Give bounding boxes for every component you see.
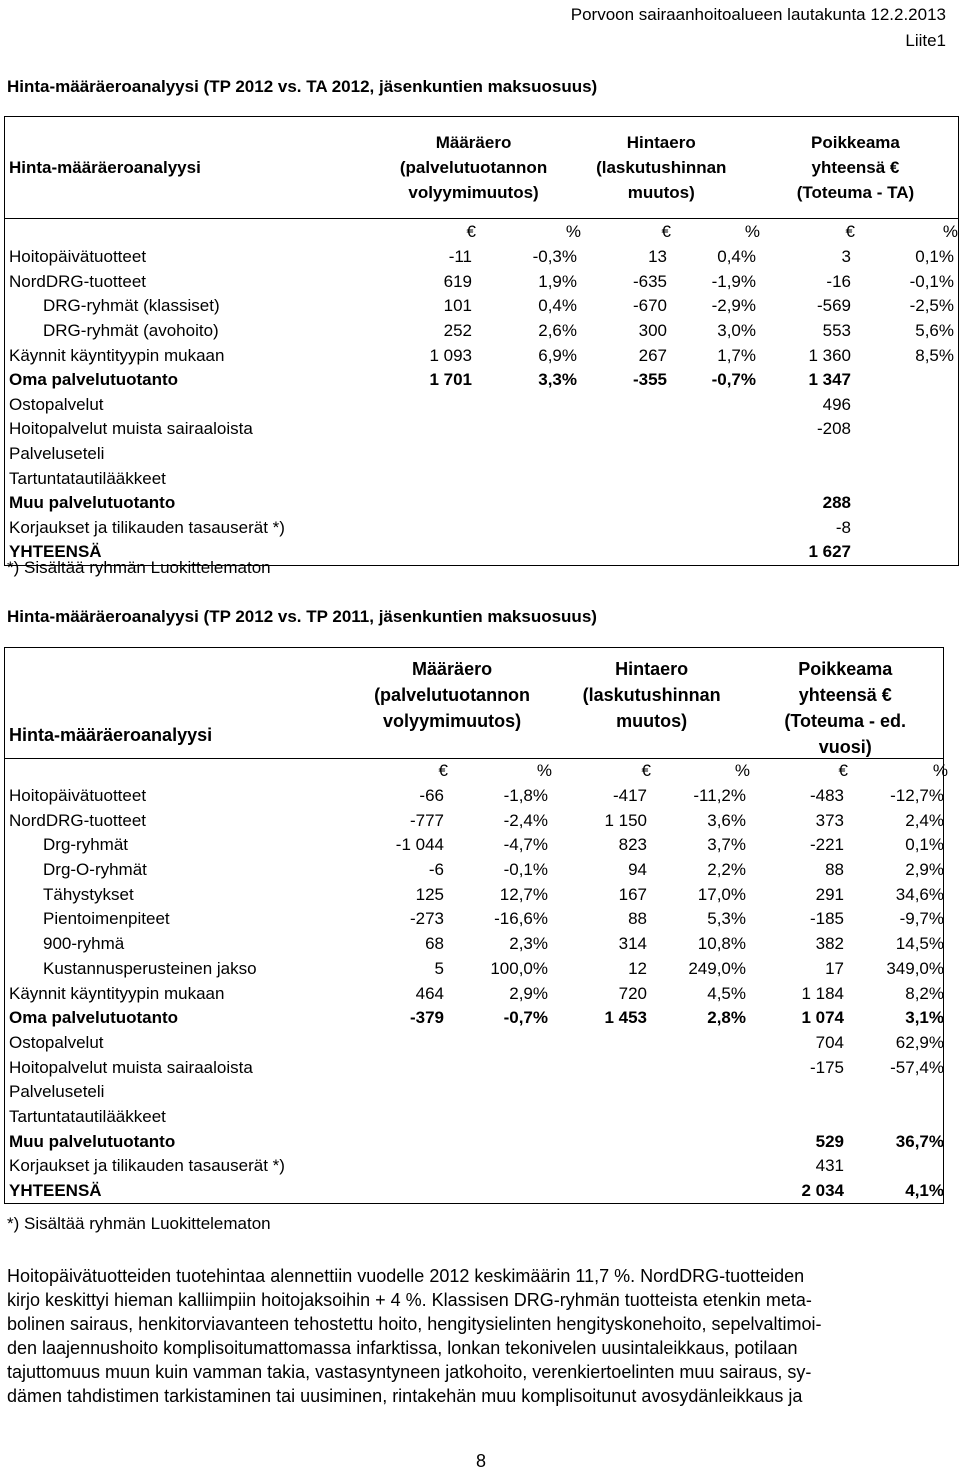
header-committee: Porvoon sairaanhoitoalueen lautakunta 12.2.2013	[570, 5, 946, 24]
table2-header-volume	[348, 648, 556, 758]
row-value: -9,7%	[899, 909, 944, 929]
row-label: Korjaukset ja tilikauden tasauserät *)	[9, 1156, 285, 1176]
row-value: 8,5%	[915, 345, 954, 365]
row-value: -2,4%	[503, 810, 548, 830]
table-row	[5, 245, 958, 270]
table-row	[5, 932, 943, 957]
table-row	[5, 516, 958, 541]
row-value: 5,3%	[707, 909, 746, 929]
paragraph-line: den laajennushoito komplisoitumattomassa infarktissa, lonkan tekonivelen uusintaleikkaus, potilaan	[7, 1338, 798, 1358]
unit-label: %	[932, 761, 948, 781]
row-value: 88	[825, 860, 844, 880]
row-value: 349,0%	[886, 958, 944, 978]
table2-header-total-l4: vuosi)	[818, 737, 872, 757]
row-value: 0,1%	[915, 247, 954, 267]
table-row	[5, 1080, 943, 1105]
table-row	[5, 1129, 943, 1154]
table2	[4, 647, 948, 1204]
unit-label: €	[641, 761, 651, 781]
row-value: 3,3%	[538, 370, 577, 390]
row-label: NordDRG-tuotteet	[9, 271, 146, 291]
table2-header-volume-l3: volyymimuutos)	[383, 711, 522, 731]
row-label: Palveluseteli	[9, 1082, 105, 1102]
table-row	[5, 833, 943, 858]
table-row	[5, 1006, 943, 1031]
row-label: Tartuntatautilääkkeet	[9, 1106, 166, 1126]
table2-header-volume-l2: (palvelutuotannon	[374, 685, 531, 705]
row-label: Hoitopalvelut muista sairaaloista	[9, 419, 253, 439]
row-value: 267	[638, 345, 667, 365]
table1-header-total-l1: Poikkeama	[811, 133, 900, 152]
row-value: 5,6%	[915, 321, 954, 341]
row-label: Drg-O-ryhmät	[43, 860, 147, 880]
row-value: -417	[612, 786, 647, 806]
row-value: -57,4%	[890, 1057, 944, 1077]
row-value: -2,9%	[711, 296, 756, 316]
table2-header-label	[5, 648, 348, 758]
row-value: 4,1%	[905, 1181, 944, 1201]
table2-header-price	[556, 648, 748, 758]
unit-label: €	[845, 222, 855, 241]
table-row	[5, 957, 943, 982]
row-value: -355	[632, 370, 667, 390]
row-value: -2,5%	[909, 296, 954, 316]
row-value: 94	[628, 860, 647, 880]
table-row	[5, 1031, 943, 1056]
row-value: -483	[809, 786, 844, 806]
row-value: 34,6%	[895, 884, 944, 904]
row-value: 1 701	[429, 370, 472, 390]
row-value: 88	[628, 909, 647, 929]
row-value: 464	[415, 983, 444, 1003]
unit-label: €	[438, 761, 448, 781]
table-row	[5, 393, 958, 418]
row-value: 0,4%	[538, 296, 577, 316]
table-row	[5, 1154, 943, 1179]
table-row	[5, 858, 943, 883]
row-label: YHTEENSÄ	[9, 1181, 102, 1201]
units-row	[5, 759, 948, 784]
row-value: 2,3%	[509, 934, 548, 954]
row-value: 8,2%	[905, 983, 944, 1003]
row-value: 12	[628, 958, 647, 978]
paragraph-line: tajuttomuus muun kuin vamman takia, vastasyntyneen jatkohoito, verenkiertoelinten muu sairaus, sy-	[7, 1362, 812, 1382]
table2-header-total-l3: (Toteuma - ed.	[784, 711, 907, 731]
row-label: DRG-ryhmät (avohoito)	[43, 321, 219, 341]
row-value: 101	[443, 296, 472, 316]
table1	[4, 116, 959, 566]
row-value: 68	[425, 934, 444, 954]
row-value: -11	[448, 247, 472, 267]
unit-label: €	[466, 222, 476, 241]
row-label: YHTEENSÄ	[9, 542, 102, 562]
row-label: Ostopalvelut	[9, 1032, 104, 1052]
page-number: 8	[476, 1451, 487, 1471]
table1-header-total-l3: (Toteuma - TA)	[796, 183, 915, 202]
row-value: 10,8%	[697, 934, 746, 954]
row-value: 300	[638, 321, 667, 341]
row-value: -569	[816, 296, 851, 316]
row-value: 5	[434, 958, 444, 978]
row-label: 900-ryhmä	[43, 934, 125, 954]
row-value: -379	[409, 1008, 444, 1028]
row-value: 0,1%	[905, 835, 944, 855]
table1-header-volume-l3: volyymimuutos)	[408, 183, 539, 202]
row-value: 14,5%	[895, 934, 944, 954]
row-label: DRG-ryhmät (klassiset)	[43, 296, 220, 316]
table-row	[5, 808, 943, 833]
table-row	[5, 442, 958, 467]
row-value: 291	[815, 884, 844, 904]
row-label: Palveluseteli	[9, 444, 105, 464]
row-value: 36,7%	[895, 1131, 944, 1151]
paragraph-line: dämen tahdistimen tarkistaminen tai uusiminen, rintakehän muu komplisoitunut avosydänleikkaus ja	[7, 1386, 803, 1406]
table-row	[5, 417, 958, 442]
unit-label: €	[661, 222, 671, 241]
unit-label: %	[734, 761, 750, 781]
row-value: 1 093	[429, 345, 472, 365]
table1-header-total	[753, 117, 958, 218]
row-value: 1 074	[801, 1008, 844, 1028]
table-row	[5, 466, 958, 491]
table2-body	[5, 759, 948, 1203]
table1-header	[5, 117, 958, 219]
row-value: 3,0%	[717, 321, 756, 341]
row-value: -16	[826, 271, 851, 291]
row-value: -8	[835, 517, 851, 537]
table2-header-label-text: Hinta-määräeroanalyysi	[9, 725, 213, 745]
row-value: 3	[841, 247, 851, 267]
row-value: 496	[822, 394, 851, 414]
row-value: 619	[443, 271, 472, 291]
row-value: 125	[415, 884, 444, 904]
row-label: Kustannusperusteinen jakso	[43, 958, 257, 978]
row-value: 252	[443, 321, 472, 341]
row-value: 0,4%	[717, 247, 756, 267]
row-value: 249,0%	[688, 958, 746, 978]
row-value: 2,6%	[538, 321, 577, 341]
table2-header-price-l1: Hintaero	[615, 659, 689, 679]
header-appendix: Liite1	[905, 31, 946, 50]
table-row	[5, 1105, 943, 1130]
row-value: 17,0%	[697, 884, 746, 904]
unit-label: %	[565, 222, 581, 241]
table-row	[5, 294, 958, 319]
table2-header-total-l1: Poikkeama	[798, 659, 893, 679]
row-label: Pientoimenpiteet	[43, 909, 170, 929]
table-row	[5, 343, 958, 368]
table-row	[5, 1055, 943, 1080]
row-value: 17	[825, 958, 844, 978]
row-value: 4,5%	[707, 983, 746, 1003]
row-value: -221	[809, 835, 844, 855]
row-label: Korjaukset ja tilikauden tasauserät *)	[9, 517, 285, 537]
row-value: -0,1%	[909, 271, 954, 291]
row-value: 2,4%	[905, 810, 944, 830]
unit-label: %	[744, 222, 760, 241]
row-value: -208	[816, 419, 851, 439]
row-label: Hoitopäivätuotteet	[9, 786, 147, 806]
row-value: 1,7%	[717, 345, 756, 365]
table2-header-volume-l1: Määräero	[412, 659, 493, 679]
table-row	[5, 784, 943, 809]
table-row	[5, 270, 958, 295]
row-label: Käynnit käyntityypin mukaan	[9, 345, 225, 365]
table1-header-label-text: Hinta-määräeroanalyysi	[9, 158, 201, 177]
row-value: -11,2%	[693, 786, 746, 806]
units-row	[5, 219, 958, 245]
row-label: Käynnit käyntityypin mukaan	[9, 983, 225, 1003]
row-label: Tähystykset	[43, 884, 134, 904]
table1-header-volume-l1: Määräero	[435, 133, 512, 152]
table1-header-price-l3: muutos)	[627, 183, 695, 202]
row-label: Muu palvelutuotanto	[9, 1131, 176, 1151]
row-value: 6,9%	[538, 345, 577, 365]
row-value: -1,9%	[711, 271, 756, 291]
row-label: Hoitopalvelut muista sairaaloista	[9, 1057, 253, 1077]
explanation-paragraph	[7, 1264, 952, 1408]
table-row	[5, 882, 943, 907]
row-value: 314	[618, 934, 647, 954]
row-value: 2,2%	[707, 860, 746, 880]
row-value: 3,1%	[905, 1008, 944, 1028]
row-value: -66	[419, 786, 444, 806]
row-value: 823	[618, 835, 647, 855]
row-value: -185	[809, 909, 844, 929]
row-value: -0,7%	[503, 1008, 548, 1028]
row-value: 1 627	[808, 542, 851, 562]
table2-header-price-l3: muutos)	[616, 711, 688, 731]
row-value: -635	[632, 271, 667, 291]
row-value: 2,9%	[509, 983, 548, 1003]
row-value: -0,7%	[711, 370, 756, 390]
row-label: Muu palvelutuotanto	[9, 493, 176, 513]
table1-header-label	[5, 117, 377, 218]
row-value: 2,8%	[707, 1008, 746, 1028]
row-value: 3,7%	[707, 835, 746, 855]
row-label: Oma palvelutuotanto	[9, 1008, 179, 1028]
table-row	[5, 319, 958, 344]
row-value: -175	[809, 1057, 844, 1077]
row-value: 62,9%	[895, 1032, 944, 1052]
table2-header-total-l2: yhteensä €	[798, 685, 892, 705]
row-value: -273	[409, 909, 444, 929]
unit-label: %	[942, 222, 958, 241]
row-value: 720	[618, 983, 647, 1003]
section1-title: Hinta-määräeroanalyysi (TP 2012 vs. TA 2012, jäsenkuntien maksuosuus)	[7, 77, 598, 96]
row-value: -670	[632, 296, 667, 316]
row-value: 704	[815, 1032, 844, 1052]
row-value: -16,6%	[494, 909, 548, 929]
row-value: 12,7%	[499, 884, 548, 904]
table1-header-volume	[377, 117, 569, 218]
table-row	[5, 981, 943, 1006]
section2-title: Hinta-määräeroanalyysi (TP 2012 vs. TP 2011, jäsenkuntien maksuosuus)	[7, 607, 597, 626]
paragraph-line: kirjo keskittyi hieman kalliimpiin hoitojaksoihin + 4 %. Klassisen DRG-ryhmän tuotteista etenkin meta-	[7, 1290, 812, 1310]
row-value: 373	[815, 810, 844, 830]
row-value: 167	[618, 884, 647, 904]
unit-label: €	[838, 761, 848, 781]
row-label: Drg-ryhmät	[43, 835, 129, 855]
table1-header-price	[570, 117, 753, 218]
table-row	[5, 1179, 943, 1204]
row-value: 1 347	[808, 370, 851, 390]
row-value: 1,9%	[538, 271, 577, 291]
row-value: -4,7%	[503, 835, 548, 855]
table-row	[5, 491, 958, 516]
row-value: 13	[648, 247, 667, 267]
table1-header-price-l2: (laskutushinnan	[596, 158, 727, 177]
paragraph-line: Hoitopäivätuotteiden tuotehintaa alennettiin vuodelle 2012 keskimäärin 11,7 %. NordDRG-tuotteiden	[7, 1266, 805, 1286]
row-value: 288	[822, 493, 851, 513]
row-value: -0,1%	[503, 860, 548, 880]
row-label: Ostopalvelut	[9, 394, 104, 414]
row-value: 1 184	[801, 983, 844, 1003]
row-value: -1 044	[395, 835, 444, 855]
table1-body	[5, 219, 958, 565]
table1-header-price-l1: Hintaero	[626, 133, 696, 152]
row-label: Oma palvelutuotanto	[9, 370, 179, 390]
row-value: 529	[815, 1131, 844, 1151]
row-value: 553	[822, 321, 851, 341]
row-label: Hoitopäivätuotteet	[9, 247, 147, 267]
row-value: 2,9%	[905, 860, 944, 880]
row-value: 1 360	[808, 345, 851, 365]
paragraph-line: bolinen sairaus, henkitorviavanteen tehostettu hoito, hengitysielinten hengityskonehoito, sepelvaltimoi-	[7, 1314, 822, 1334]
table1-header-total-l2: yhteensä €	[811, 158, 900, 177]
table2-header	[5, 648, 943, 759]
row-label: NordDRG-tuotteet	[9, 810, 146, 830]
row-value: -777	[409, 810, 444, 830]
section1-footnote: *) Sisältää ryhmän Luokittelematon	[7, 558, 271, 577]
row-value: 100,0%	[490, 958, 548, 978]
row-value: 1 453	[604, 1008, 647, 1028]
table-row	[5, 907, 943, 932]
row-value: 431	[815, 1156, 844, 1176]
row-value: -1,8%	[503, 786, 548, 806]
row-value: 382	[815, 934, 844, 954]
table-row	[5, 368, 958, 393]
row-value: -6	[428, 860, 444, 880]
row-value: 2 034	[801, 1181, 844, 1201]
row-value: 1 150	[604, 810, 647, 830]
table2-header-price-l2: (laskutushinnan	[582, 685, 721, 705]
row-value: -12,7%	[890, 786, 944, 806]
unit-label: %	[536, 761, 552, 781]
table1-header-volume-l2: (palvelutuotannon	[399, 158, 548, 177]
row-value: -0,3%	[532, 247, 577, 267]
section2-footnote: *) Sisältää ryhmän Luokittelematon	[7, 1214, 271, 1233]
row-value: 3,6%	[707, 810, 746, 830]
row-label: Tartuntatautilääkkeet	[9, 468, 166, 488]
table2-header-total	[747, 648, 943, 758]
